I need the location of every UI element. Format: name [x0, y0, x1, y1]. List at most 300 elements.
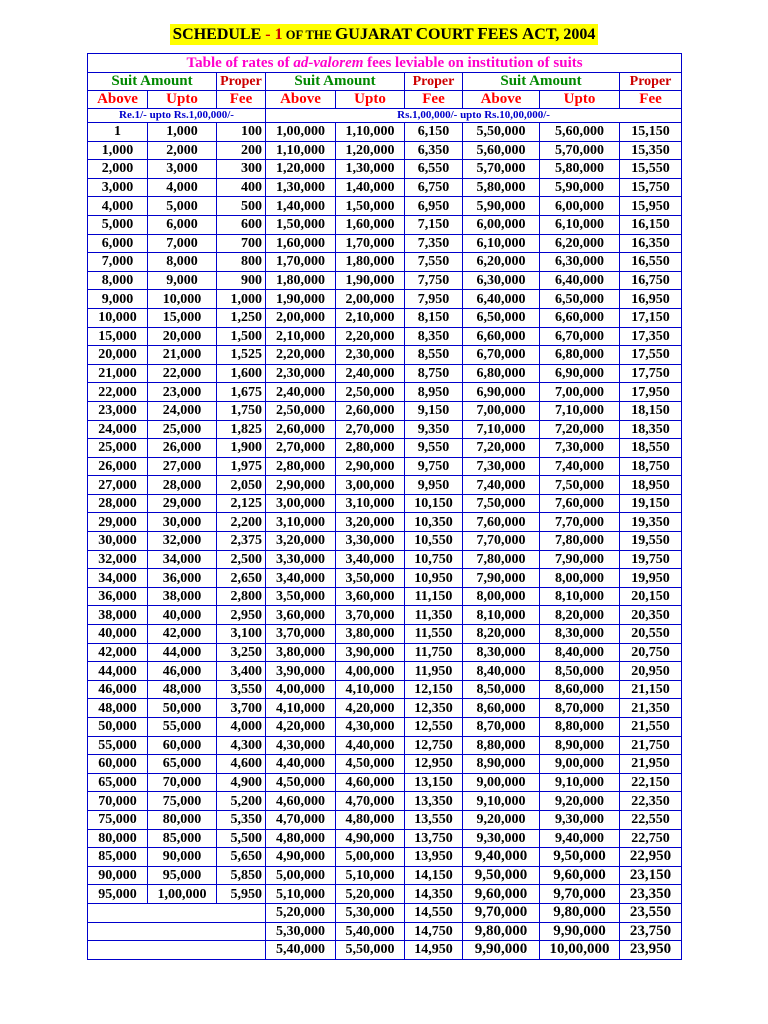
table-cell: 2,30,000 [266, 364, 336, 383]
table-cell: 8,60,000 [540, 680, 620, 699]
table-cell: 3,80,000 [266, 643, 336, 662]
table-row [88, 792, 682, 811]
table-cell: 4,000 [148, 178, 217, 197]
table-cell: 7,000 [88, 253, 148, 272]
table-cell: 8,90,000 [540, 736, 620, 755]
table-cell: 34,000 [88, 569, 148, 588]
header-upto-3: Upto [540, 91, 620, 109]
table-cell: 36,000 [88, 587, 148, 606]
table-cell: 700 [217, 234, 266, 253]
table-cell: 4,600 [217, 755, 266, 774]
table-cell: 22,550 [620, 810, 682, 829]
table-cell: 7,50,000 [463, 494, 540, 513]
table-row [88, 848, 682, 867]
table-cell: 9,000 [148, 271, 217, 290]
table-cell: 5,30,000 [266, 922, 336, 941]
table-cell: 28,000 [88, 494, 148, 513]
table-cell: 5,00,000 [266, 866, 336, 885]
table-cell: 32,000 [148, 532, 217, 551]
table-cell: 9,00,000 [540, 755, 620, 774]
table-cell: 40,000 [148, 606, 217, 625]
table-cell: 4,900 [217, 773, 266, 792]
table-cell: 38,000 [148, 587, 217, 606]
table-cell: 2,00,000 [336, 290, 405, 309]
table-cell: 1,00,000 [148, 885, 217, 904]
table-cell: 22,350 [620, 792, 682, 811]
empty-cell [88, 903, 266, 922]
table-cell: 6,40,000 [540, 271, 620, 290]
title-f: F [477, 24, 488, 43]
table-cell: 3,000 [148, 160, 217, 179]
table-cell: 11,550 [405, 625, 463, 644]
table-cell: 6,80,000 [540, 346, 620, 365]
table-cell: 13,350 [405, 792, 463, 811]
table-cell: 30,000 [88, 532, 148, 551]
table-cell: 3,700 [217, 699, 266, 718]
table-cell: 3,20,000 [336, 513, 405, 532]
table-cell: 29,000 [88, 513, 148, 532]
table-cell: 1,000 [148, 123, 217, 142]
table-caption [88, 54, 682, 73]
title-ct: CT [534, 26, 556, 43]
table-cell: 6,000 [88, 234, 148, 253]
table-cell: 17,150 [620, 308, 682, 327]
table-cell: 8,000 [148, 253, 217, 272]
caption-italic: ad-valorem [293, 54, 364, 71]
table-cell: 12,550 [405, 718, 463, 737]
header-above-1: Above [88, 91, 148, 109]
table-cell: 4,000 [217, 718, 266, 737]
table-cell: 5,10,000 [336, 866, 405, 885]
table-cell: 23,750 [620, 922, 682, 941]
table-cell: 6,000 [148, 215, 217, 234]
table-cell: 1,10,000 [266, 141, 336, 160]
table-row [88, 178, 682, 197]
table-row [88, 197, 682, 216]
table-cell: 14,350 [405, 885, 463, 904]
table-cell: 3,90,000 [266, 662, 336, 681]
title-schedule-rest: CHEDULE [182, 26, 262, 43]
table-cell: 5,850 [217, 866, 266, 885]
table-cell: 7,00,000 [540, 383, 620, 402]
table-row [88, 215, 682, 234]
table-cell: 5,30,000 [336, 903, 405, 922]
table-cell: 14,150 [405, 866, 463, 885]
table-cell: 100 [217, 123, 266, 142]
table-row [88, 699, 682, 718]
header-fee-1: Fee [217, 91, 266, 109]
table-row [88, 680, 682, 699]
table-cell: 10,00,000 [540, 941, 620, 960]
table-cell: 8,30,000 [540, 625, 620, 644]
table-cell: 4,50,000 [336, 755, 405, 774]
table-cell: 2,500 [217, 550, 266, 569]
table-cell: 26,000 [88, 457, 148, 476]
table-cell: 9,10,000 [540, 773, 620, 792]
table-cell: 32,000 [88, 550, 148, 569]
table-cell: 22,750 [620, 829, 682, 848]
table-row [88, 494, 682, 513]
table-cell: 22,950 [620, 848, 682, 867]
table-cell: 7,150 [405, 215, 463, 234]
table-cell: 15,000 [88, 327, 148, 346]
table-cell: 2,80,000 [336, 439, 405, 458]
table-cell: 500 [217, 197, 266, 216]
table-cell: 400 [217, 178, 266, 197]
table-row [88, 457, 682, 476]
table-row [88, 290, 682, 309]
table-cell: 30,000 [148, 513, 217, 532]
table-cell: 7,90,000 [463, 569, 540, 588]
table-body [88, 54, 682, 960]
table-cell: 20,950 [620, 662, 682, 681]
table-cell: 7,10,000 [540, 401, 620, 420]
table-cell: 2,40,000 [336, 364, 405, 383]
table-cell: 42,000 [148, 625, 217, 644]
table-row [88, 885, 682, 904]
table-cell: 7,90,000 [540, 550, 620, 569]
table-cell: 7,20,000 [463, 439, 540, 458]
table-cell: 5,70,000 [463, 160, 540, 179]
table-cell: 1,975 [217, 457, 266, 476]
table-cell: 8,750 [405, 364, 463, 383]
table-cell: 4,30,000 [336, 718, 405, 737]
table-cell: 9,60,000 [463, 885, 540, 904]
table-cell: 3,10,000 [336, 494, 405, 513]
document-title [0, 24, 768, 45]
table-cell: 7,950 [405, 290, 463, 309]
table-cell: 1,00,000 [266, 123, 336, 142]
table-cell: 19,150 [620, 494, 682, 513]
table-cell: 5,20,000 [336, 885, 405, 904]
table-row [88, 439, 682, 458]
table-cell: 90,000 [88, 866, 148, 885]
table-cell: 12,750 [405, 736, 463, 755]
table-cell: 24,000 [148, 401, 217, 420]
table-cell: 1 [88, 123, 148, 142]
table-row [88, 606, 682, 625]
table-cell: 9,80,000 [463, 922, 540, 941]
table-cell: 5,90,000 [540, 178, 620, 197]
table-cell: 1,900 [217, 439, 266, 458]
table-row [88, 550, 682, 569]
table-row [88, 234, 682, 253]
table-cell: 20,550 [620, 625, 682, 644]
table-cell: 3,550 [217, 680, 266, 699]
table-cell: 1,70,000 [266, 253, 336, 272]
table-cell: 9,000 [88, 290, 148, 309]
table-row [88, 662, 682, 681]
table-cell: 9,80,000 [540, 903, 620, 922]
table-cell: 1,90,000 [336, 271, 405, 290]
table-cell: 2,80,000 [266, 457, 336, 476]
table-row [88, 625, 682, 644]
table-cell: 8,40,000 [540, 643, 620, 662]
header-upto-1: Upto [148, 91, 217, 109]
table-cell: 600 [217, 215, 266, 234]
table-cell: 4,30,000 [266, 736, 336, 755]
table-cell: 6,20,000 [540, 234, 620, 253]
table-row [88, 513, 682, 532]
table-cell: 18,750 [620, 457, 682, 476]
table-row [88, 755, 682, 774]
table-cell: 14,750 [405, 922, 463, 941]
table-cell: 18,550 [620, 439, 682, 458]
table-cell: 25,000 [88, 439, 148, 458]
range-label-right: Rs.1,00,000/- upto Rs.10,00,000/- [266, 109, 682, 123]
table-cell: 2,800 [217, 587, 266, 606]
title-ourt: OURT [427, 26, 478, 43]
table-cell: 3,90,000 [336, 643, 405, 662]
header-row-1 [88, 73, 682, 91]
table-cell: 9,60,000 [540, 866, 620, 885]
table-cell: 6,40,000 [463, 290, 540, 309]
table-cell: 5,90,000 [463, 197, 540, 216]
header-above-3: Above [463, 91, 540, 109]
table-cell: 9,40,000 [540, 829, 620, 848]
table-cell: 6,60,000 [463, 327, 540, 346]
table-cell: 8,350 [405, 327, 463, 346]
table-cell: 1,500 [217, 327, 266, 346]
table-cell: 24,000 [88, 420, 148, 439]
table-cell: 46,000 [148, 662, 217, 681]
table-cell: 10,550 [405, 532, 463, 551]
table-cell: 7,40,000 [540, 457, 620, 476]
table-cell: 13,550 [405, 810, 463, 829]
table-cell: 8,20,000 [540, 606, 620, 625]
table-cell: 6,70,000 [540, 327, 620, 346]
table-cell: 3,80,000 [336, 625, 405, 644]
table-cell: 2,90,000 [336, 457, 405, 476]
table-row [88, 346, 682, 365]
table-cell: 9,70,000 [540, 885, 620, 904]
table-cell: 27,000 [148, 457, 217, 476]
table-cell: 2,125 [217, 494, 266, 513]
table-cell: 7,30,000 [463, 457, 540, 476]
table-cell: 6,00,000 [463, 215, 540, 234]
table-cell: 9,350 [405, 420, 463, 439]
table-cell: 15,550 [620, 160, 682, 179]
table-cell: 60,000 [148, 736, 217, 755]
table-cell: 6,950 [405, 197, 463, 216]
table-cell: 27,000 [88, 476, 148, 495]
table-cell: 7,750 [405, 271, 463, 290]
table-cell: 50,000 [88, 718, 148, 737]
table-cell: 6,70,000 [463, 346, 540, 365]
table-cell: 9,00,000 [463, 773, 540, 792]
table-cell: 8,10,000 [540, 587, 620, 606]
table-cell: 9,950 [405, 476, 463, 495]
table-cell: 5,80,000 [463, 178, 540, 197]
table-cell: 10,000 [88, 308, 148, 327]
table-cell: 6,350 [405, 141, 463, 160]
table-cell: 3,100 [217, 625, 266, 644]
table-cell: 20,000 [148, 327, 217, 346]
table-cell: 70,000 [148, 773, 217, 792]
table-cell: 5,650 [217, 848, 266, 867]
header-fee-3: Fee [620, 91, 682, 109]
table-cell: 4,20,000 [336, 699, 405, 718]
table-row [88, 773, 682, 792]
table-cell: 19,550 [620, 532, 682, 551]
table-cell: 3,70,000 [336, 606, 405, 625]
table-cell: 5,10,000 [266, 885, 336, 904]
table-cell: 3,400 [217, 662, 266, 681]
table-cell: 2,50,000 [336, 383, 405, 402]
table-cell: 6,10,000 [540, 215, 620, 234]
table-cell: 9,90,000 [463, 941, 540, 960]
table-cell: 8,50,000 [463, 680, 540, 699]
table-cell: 3,30,000 [266, 550, 336, 569]
table-cell: 4,00,000 [266, 680, 336, 699]
table-cell: 1,825 [217, 420, 266, 439]
table-cell: 29,000 [148, 494, 217, 513]
table-cell: 10,950 [405, 569, 463, 588]
table-cell: 6,550 [405, 160, 463, 179]
table-cell: 3,40,000 [336, 550, 405, 569]
title-highlight [170, 24, 599, 45]
table-cell: 9,150 [405, 401, 463, 420]
table-cell: 1,600 [217, 364, 266, 383]
table-cell: 65,000 [148, 755, 217, 774]
table-cell: 9,40,000 [463, 848, 540, 867]
header-suit-amount-1: Suit Amount [88, 73, 217, 91]
table-row [88, 253, 682, 272]
table-row [88, 383, 682, 402]
table-cell: 11,350 [405, 606, 463, 625]
table-cell: 17,550 [620, 346, 682, 365]
table-cell: 7,000 [148, 234, 217, 253]
table-cell: 22,000 [148, 364, 217, 383]
table-cell: 1,20,000 [336, 141, 405, 160]
caption-row [88, 54, 682, 73]
table-row [88, 160, 682, 179]
table-cell: 7,80,000 [540, 532, 620, 551]
header-proper-2: Proper [405, 73, 463, 91]
table-cell: 16,550 [620, 253, 682, 272]
table-cell: 3,000 [88, 178, 148, 197]
table-cell: 21,000 [88, 364, 148, 383]
table-cell: 4,00,000 [336, 662, 405, 681]
table-cell: 15,150 [620, 123, 682, 142]
table-cell: 23,350 [620, 885, 682, 904]
table-cell: 7,70,000 [463, 532, 540, 551]
table-cell: 8,00,000 [463, 587, 540, 606]
table-cell: 4,000 [88, 197, 148, 216]
title-g: G [335, 24, 349, 43]
table-cell: 4,80,000 [336, 810, 405, 829]
table-cell: 6,30,000 [463, 271, 540, 290]
table-row [88, 829, 682, 848]
table-row [88, 364, 682, 383]
table-cell: 5,000 [148, 197, 217, 216]
table-cell: 18,150 [620, 401, 682, 420]
table-row [88, 903, 682, 922]
table-cell: 8,50,000 [540, 662, 620, 681]
table-cell: 44,000 [88, 662, 148, 681]
table-cell: 2,10,000 [336, 308, 405, 327]
header-suit-amount-3: Suit Amount [463, 73, 620, 91]
table-cell: 2,60,000 [266, 420, 336, 439]
table-cell: 20,000 [88, 346, 148, 365]
title-a: A [522, 24, 535, 43]
table-cell: 6,20,000 [463, 253, 540, 272]
table-cell: 26,000 [148, 439, 217, 458]
table-cell: 7,550 [405, 253, 463, 272]
table-cell: 4,10,000 [336, 680, 405, 699]
table-cell: 6,750 [405, 178, 463, 197]
table-cell: 42,000 [88, 643, 148, 662]
table-cell: 36,000 [148, 569, 217, 588]
table-cell: 80,000 [148, 810, 217, 829]
table-cell: 3,60,000 [266, 606, 336, 625]
table-cell: 4,20,000 [266, 718, 336, 737]
table-cell: 21,950 [620, 755, 682, 774]
table-cell: 8,70,000 [540, 699, 620, 718]
table-cell: 1,50,000 [336, 197, 405, 216]
table-row [88, 532, 682, 551]
table-cell: 4,90,000 [336, 829, 405, 848]
table-cell: 1,60,000 [336, 215, 405, 234]
table-cell: 2,30,000 [336, 346, 405, 365]
table-cell: 2,20,000 [336, 327, 405, 346]
table-row [88, 643, 682, 662]
table-cell: 2,375 [217, 532, 266, 551]
table-cell: 12,350 [405, 699, 463, 718]
table-cell: 800 [217, 253, 266, 272]
table-cell: 19,350 [620, 513, 682, 532]
table-cell: 75,000 [148, 792, 217, 811]
table-cell: 5,500 [217, 829, 266, 848]
table-cell: 2,00,000 [266, 308, 336, 327]
table-cell: 20,150 [620, 587, 682, 606]
table-cell: 50,000 [148, 699, 217, 718]
table-cell: 48,000 [148, 680, 217, 699]
table-cell: 70,000 [88, 792, 148, 811]
table-cell: 5,40,000 [266, 941, 336, 960]
table-cell: 2,650 [217, 569, 266, 588]
table-cell: 16,950 [620, 290, 682, 309]
table-cell: 23,950 [620, 941, 682, 960]
table-cell: 1,20,000 [266, 160, 336, 179]
table-cell: 22,000 [88, 383, 148, 402]
table-cell: 10,000 [148, 290, 217, 309]
table-row [88, 327, 682, 346]
table-cell: 17,950 [620, 383, 682, 402]
table-cell: 95,000 [88, 885, 148, 904]
header-suit-amount-2: Suit Amount [266, 73, 405, 91]
table-cell: 7,60,000 [463, 513, 540, 532]
table-cell: 1,40,000 [266, 197, 336, 216]
table-cell: 75,000 [88, 810, 148, 829]
table-cell: 20,350 [620, 606, 682, 625]
table-cell: 7,40,000 [463, 476, 540, 495]
table-cell: 2,60,000 [336, 401, 405, 420]
caption-suffix: fees leviable on institution of suits [363, 54, 583, 71]
table-cell: 9,90,000 [540, 922, 620, 941]
table-cell: 13,750 [405, 829, 463, 848]
table-cell: 13,150 [405, 773, 463, 792]
table-cell: 5,00,000 [336, 848, 405, 867]
table-cell: 8,150 [405, 308, 463, 327]
table-cell: 7,80,000 [463, 550, 540, 569]
range-label-left: Re.1/- upto Rs.1,00,000/- [88, 109, 266, 123]
empty-cell [88, 941, 266, 960]
table-cell: 1,10,000 [336, 123, 405, 142]
table-cell: 2,10,000 [266, 327, 336, 346]
table-cell: 21,000 [148, 346, 217, 365]
title-year: , 2004 [555, 26, 596, 43]
